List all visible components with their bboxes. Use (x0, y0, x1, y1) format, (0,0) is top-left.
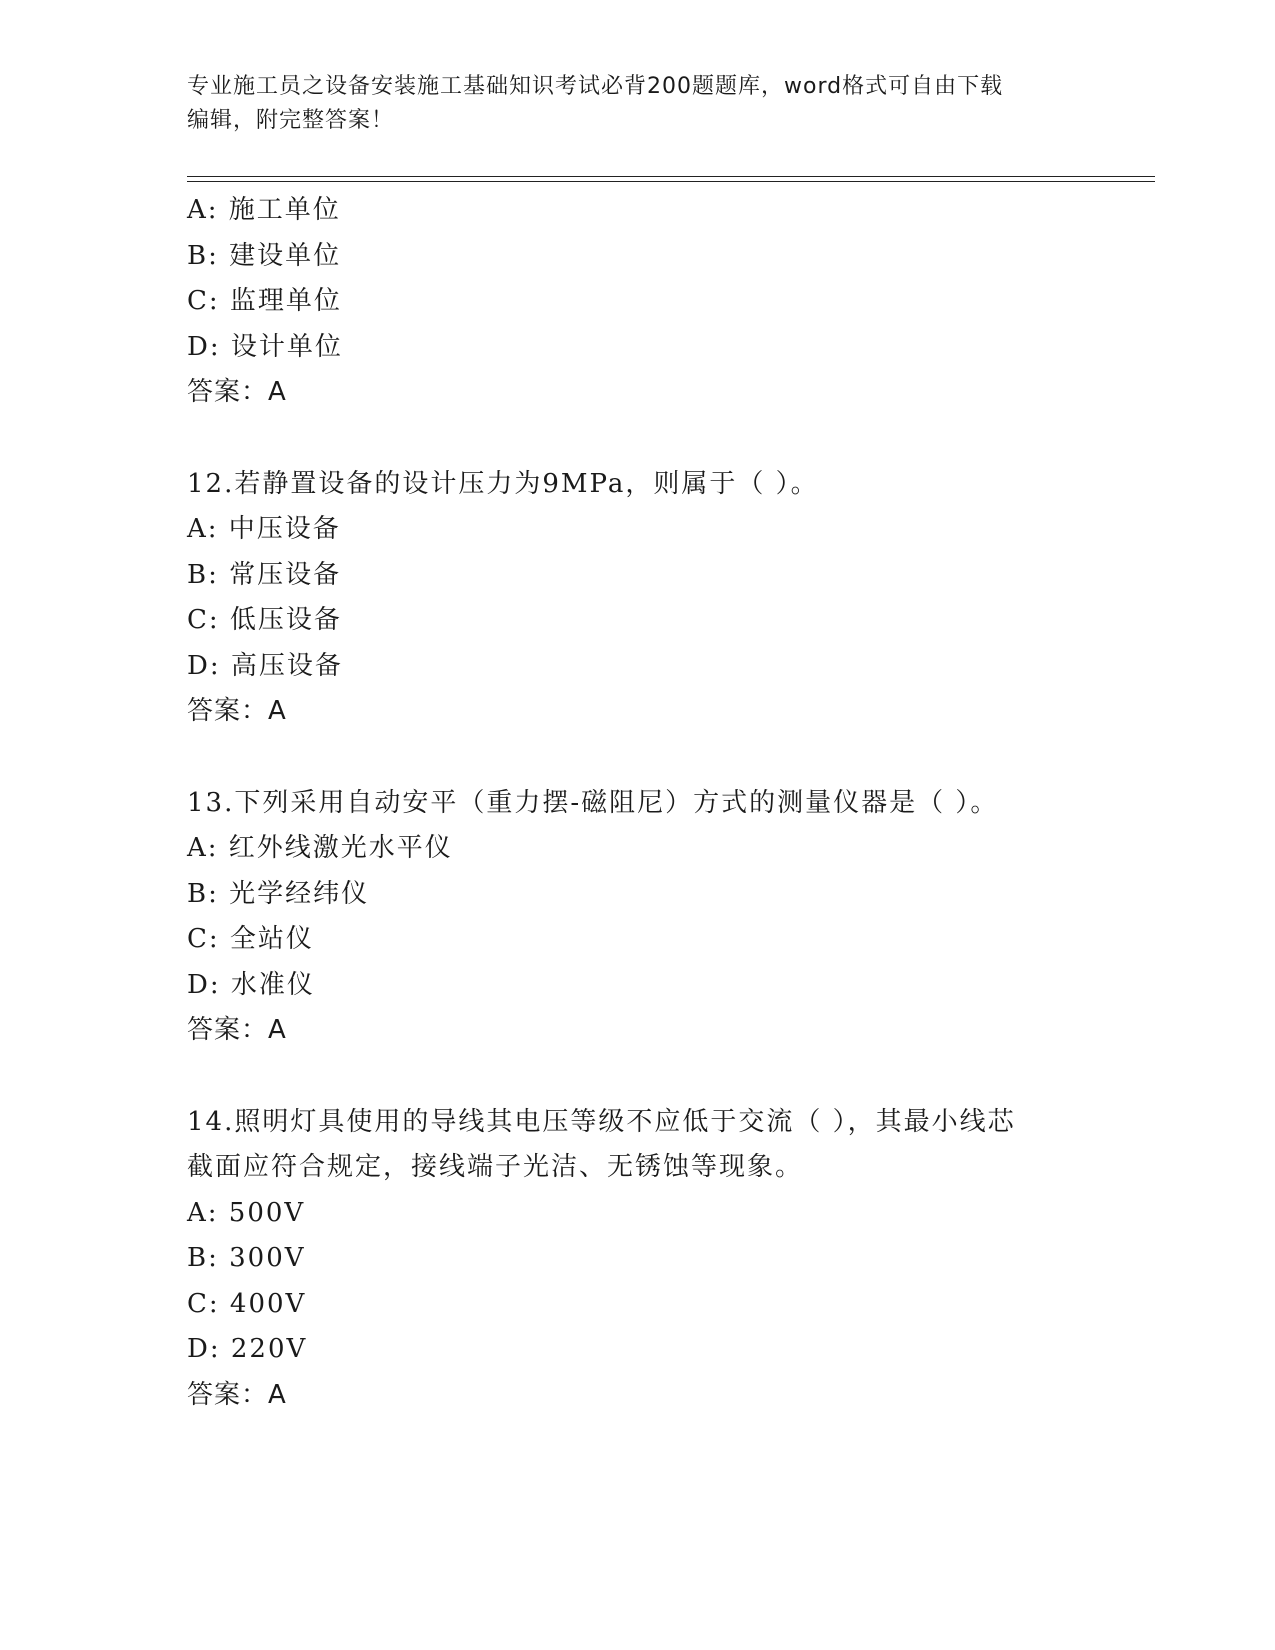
option-b: B: 300V (187, 1243, 306, 1273)
option-a: A: 施工单位 (187, 195, 341, 225)
option-a: A: 500V (187, 1197, 306, 1228)
header-line-2: 编辑，附完整答案！ (187, 108, 395, 133)
option-d: D: 220V (187, 1334, 308, 1364)
question-text: 13.下列采用自动安平（重力摆-磁阻尼）方式的测量仪器是（ ）。 (187, 787, 999, 818)
option-c: C: 全站仪 (187, 924, 314, 954)
option-a: A: 中压设备 (187, 514, 341, 544)
option-d: D: 高压设备 (187, 650, 343, 681)
question-block-13 (187, 781, 1087, 1054)
answer-text: 答案：A (187, 1015, 287, 1045)
option-d: D: 水准仪 (187, 969, 315, 1000)
option-b: B: 常压设备 (187, 559, 342, 590)
question-text: 12.若静置设备的设计压力为9MPa，则属于（ ）。 (187, 468, 819, 499)
option-b: B: 光学经纬仪 (187, 878, 370, 909)
header-divider-top (187, 176, 1155, 177)
question-block-14 (187, 1100, 1087, 1419)
option-a: A: 红外线激光水平仪 (187, 833, 453, 863)
document-header (187, 70, 1067, 138)
question-block-12 (187, 462, 1087, 735)
option-d: D: 设计单位 (187, 331, 343, 362)
header-line-1: 专业施工员之设备安装施工基础知识考试必背200题题库，word格式可自由下载 (187, 74, 1004, 99)
question-text-line-1: 14.照明灯具使用的导线其电压等级不应低于交流（ ），其最小线芯 (187, 1106, 1016, 1137)
header-divider-bottom (187, 181, 1155, 182)
question-list (187, 188, 1087, 1418)
option-c: C: 400V (187, 1288, 307, 1319)
option-b: B: 建设单位 (187, 240, 342, 271)
option-c: C: 监理单位 (187, 286, 342, 316)
answer-text: 答案：A (187, 696, 287, 726)
option-c: C: 低压设备 (187, 605, 342, 635)
answer-text: 答案：A (187, 1379, 287, 1410)
question-text-line-2: 截面应符合规定，接线端子光洁、无锈蚀等现象。 (187, 1152, 804, 1182)
question-block-11 (187, 188, 1087, 416)
answer-text: 答案：A (187, 377, 287, 407)
